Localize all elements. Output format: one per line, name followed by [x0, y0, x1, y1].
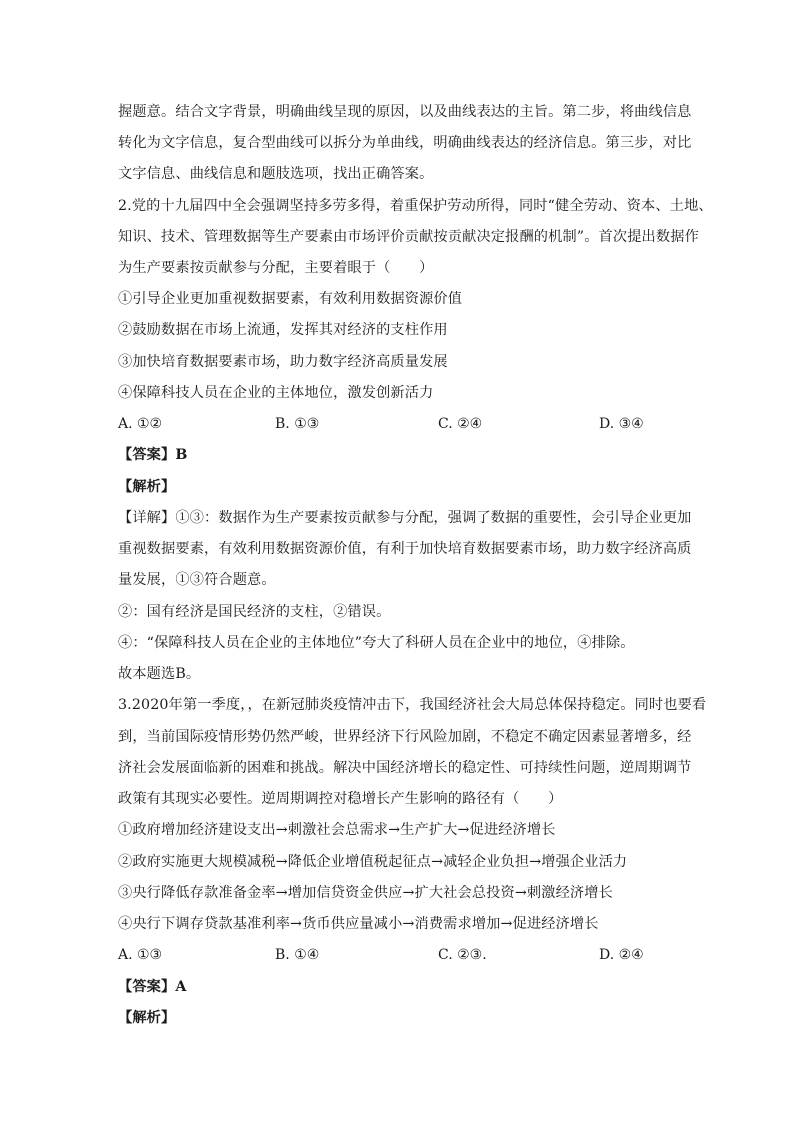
- answer-label: 【答案】B: [118, 447, 188, 463]
- question-3-item: ②政府实施更大规模减税→降低企业增值税起征点→减轻企业负担→增强企业活力: [118, 854, 628, 870]
- explanation-line: 【详解】①③：数据作为生产要素按贡献参与分配，强调了数据的重要性，会引导企业更加: [118, 510, 692, 526]
- answer-label: 【答案】A: [118, 979, 187, 995]
- explanation-line: 重视数据要素，有效利用数据资源价值，有利于加快培育数据要素市场，助力数字经济高质: [118, 541, 692, 557]
- question-3-item: ③央行降低存款准备金率→增加信贷资金供应→扩大社会总投资→刺激经济增长: [118, 885, 613, 901]
- question-2-stem: 2.党的十九届四中全会强调坚持多劳多得，着重保护劳动所得，同时“健全劳动、资本、土地、: [118, 198, 713, 214]
- question-2-option-d: D. ③④: [599, 416, 644, 432]
- question-3-option-b: B. ①④: [275, 947, 320, 963]
- question-2-option-a: A. ①②: [118, 416, 163, 432]
- text-line: 文字信息、曲线信息和题肢选项，找出正确答案。: [118, 166, 434, 182]
- explanation-line: 故本题选B。: [118, 666, 201, 682]
- question-2-item: ④保障科技人员在企业的主体地位，激发创新活力: [118, 385, 434, 401]
- question-2-item: ②鼓励数据在市场上流通，发挥其对经济的支柱作用: [118, 322, 448, 338]
- question-2-item: ①引导企业更加重视数据要素，有效利用数据资源价值: [118, 291, 463, 307]
- question-3-stem: 济社会发展面临新的困难和挑战。解决中国经济增长的稳定性、可持续性问题，逆周期调节: [118, 760, 692, 776]
- explanation-line: ④：“保障科技人员在企业的主体地位”夸大了科研人员在企业中的地位，④排除。: [118, 635, 635, 651]
- text-line: 转化为文字信息，复合型曲线可以拆分为单曲线，明确曲线表达的经济信息。第三步，对比: [118, 135, 692, 151]
- explanation-line: ②：国有经济是国民经济的支柱，②错误。: [118, 604, 391, 620]
- question-3-option-c: C. ②③.: [438, 947, 487, 963]
- explanation-line: 量发展，①③符合题意。: [118, 572, 276, 588]
- question-3-item: ①政府增加经济建设支出→刺激社会总需求→生产扩大→促进经济增长: [118, 822, 556, 838]
- question-3-stem: 到，当前国际疫情形势仍然严峻，世界经济下行风险加剧，不稳定不确定因素显著增多，经: [118, 729, 692, 745]
- question-3-stem: 3.2020年第一季度，，在新冠肺炎疫情冲击下，我国经济社会大局总体保持稳定。同时也要看: [118, 697, 707, 713]
- question-2-stem: 为生产要素按贡献参与分配，主要着眼于（ ）: [118, 260, 434, 276]
- question-2-option-b: B. ①③: [275, 416, 320, 432]
- analysis-heading: 【解析】: [118, 479, 176, 495]
- question-3-option-a: A. ①③: [118, 947, 163, 963]
- question-3-item: ④央行下调存贷款基准利率→货币供应量减小→消费需求增加→促进经济增长: [118, 916, 599, 932]
- question-2-stem: 知识、技术、管理数据等生产要素由市场评价贡献按贡献决定报酬的机制”。首次提出数据作: [118, 229, 699, 245]
- question-2-option-c: C. ②④: [438, 416, 483, 432]
- question-3-option-d: D. ②④: [599, 947, 644, 963]
- question-3-stem: 政策有其现实必要性。逆周期调控对稳增长产生影响的路径有（ ）: [118, 791, 563, 807]
- analysis-heading: 【解析】: [118, 1010, 176, 1026]
- question-2-item: ③加快培育数据要素市场，助力数字经济高质量发展: [118, 354, 448, 370]
- text-line: 握题意。结合文字背景，明确曲线呈现的原因，以及曲线表达的主旨。第二步，将曲线信息: [118, 104, 692, 120]
